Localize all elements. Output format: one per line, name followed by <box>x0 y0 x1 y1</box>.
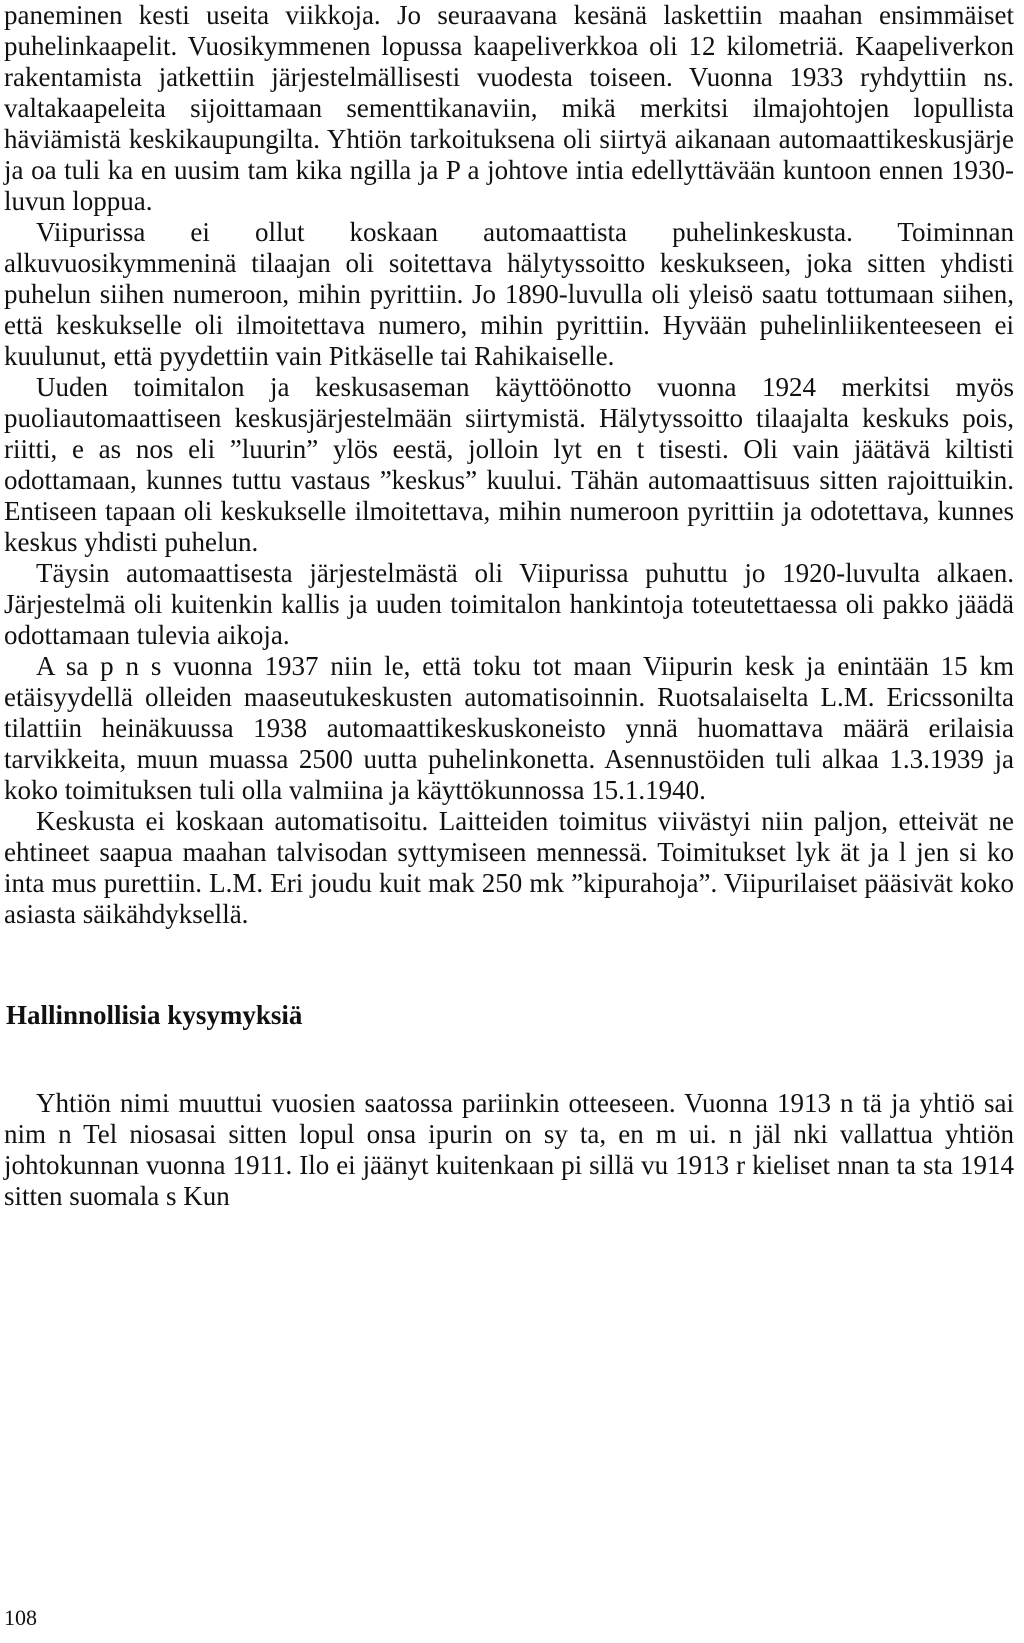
paragraph-6: Keskusta ei koskaan automatisoitu. Laitteiden toimitus viivästyi niin paljon, etteivät ne ehtineet saapua maahan talvisodan syttymiseen mennessä. Toimitukset lyk ät ja l jen si ko inta mus purettiin. L.M. Eri joudu kuit mak 250 mk ”kipurahoja”. Viipurilaiset pääsivät koko asiasta säikähdyksellä. <box>4 806 1014 929</box>
paragraph-1: paneminen kesti useita viikkoja. Jo seuraavana kesänä laskettiin maahan ensimmäiset puhelinkaapelit. Vuosikymmenen lopussa kaapeliverkkoa oli 12 kilometriä. Kaapeliverkon rakentamista jatkettiin järjestelmällisesti vuodesta toiseen. Vuonna 1933 ryhdyttiin ns. valtakaapeleita sijoittamaan sementtikanaviin, mikä merkitsi ilmajohtojen lopullista häviämistä keskikaupungilta. Yhtiön tarkoituksena oli siirtyä aikanaan automaattikeskusjärje ja oa tuli ka en uusim tam kika ngilla ja P a johtove intia edellyttävään kuntoon ennen 1930-luvun loppua. <box>4 0 1014 216</box>
paragraph-5: A sa p n s vuonna 1937 niin le, että toku tot maan Viipurin kesk ja enintään 15 km etäisyydellä olleiden maaseutukeskusten automatisoinnin. Ruotsalaiselta L.M. Ericssonilta tilattiin heinäkuussa 1938 automaattikeskuskoneisto ynnä huomattava määrä erilaisia tarvikkeita, muun muassa 2500 uutta puhelinkonetta. Asennustöiden tuli alkaa 1.3.1939 ja koko toimituksen tuli olla valmiina ja käyttökunnossa 15.1.1940. <box>4 651 1014 805</box>
section-heading: Hallinnollisia kysymyksiä <box>6 1000 303 1030</box>
paragraph-7: Yhtiön nimi muuttui vuosien saatossa pariinkin otteeseen. Vuonna 1913 n tä ja yhtiö sai nim n Tel niosasai sitten lopul onsa ipurin on sy ta, en m ui. n jäl nki vallattua yhtiön johtokunnan vuonna 1911. Ilo ei jäänyt kuitenkaan pi sillä vu 1913 r kieliset nnan ta sta 1914 sitten suomala s Kun <box>4 1088 1014 1211</box>
paragraph-3: Uuden toimitalon ja keskusaseman käyttöönotto vuonna 1924 merkitsi myös puoliautomaattiseen keskusjärjestelmään siirtymistä. Hälytyssoitto tilaajalta keskuks pois, riitti, e as nos eli ”luurin” ylös eestä, jolloin lyt en t tisesti. Oli vain jäätävä kiltisti odottamaan, kunnes tuttu vastaus ”keskus” kuului. Tähän automaattisuus sitten rajoittuikin. Entiseen tapaan oli keskukselle ilmoitettava, mihin numeroon pyrittiin ja odotettava, kunnes keskus yhdisti puhelun. <box>4 372 1014 557</box>
body-text-top <box>4 0 1014 930</box>
paragraph-2: Viipurissa ei ollut koskaan automaattista puhelinkeskusta. Toiminnan alkuvuosikymmeninä tilaajan oli soitettava hälytyssoitto keskukseen, joka sitten yhdisti puhelun siihen numeroon, mihin pyrittiin. Jo 1890-luvulla oli yleisö saatu tottumaan siihen, että keskukselle oli ilmoitettava numero, mihin pyrittiin. Hyvään puhelinliikenteeseen ei kuulunut, että pyydettiin vain Pitkäselle tai Rahikaiselle. <box>4 217 1014 371</box>
paragraph-4: Täysin automaattisesta järjestelmästä oli Viipurissa puhuttu jo 1920-luvulta alkaen. Järjestelmä oli kuitenkin kallis ja uuden toimitalon hankintoja toteutettaessa oli pakko jäädä odottamaan tulevia aikoja. <box>4 558 1014 650</box>
body-text-bottom <box>4 1088 1014 1212</box>
page-number: 108 <box>4 1605 37 1630</box>
